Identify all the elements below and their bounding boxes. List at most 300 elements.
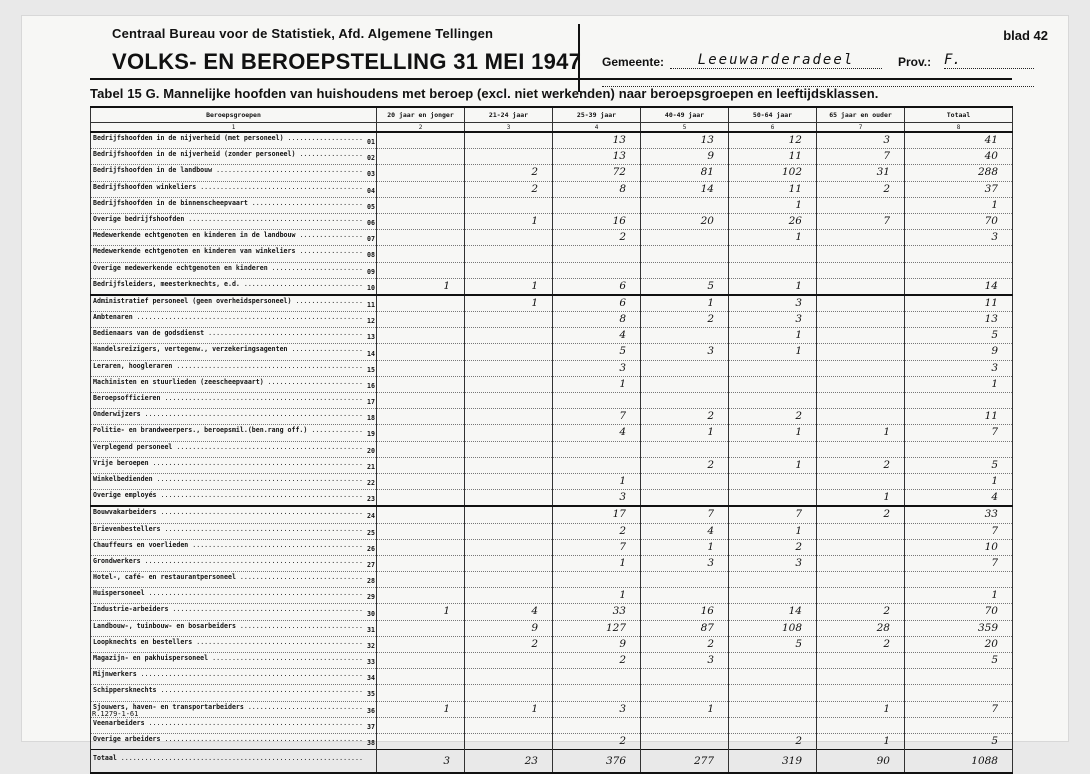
value-cell: 6 — [553, 295, 641, 312]
value-cell: 2 — [553, 523, 641, 539]
value-cell: 9 — [641, 149, 729, 165]
value-cell — [553, 669, 641, 685]
value-cell: 127 — [553, 620, 641, 636]
value-cell — [729, 653, 817, 669]
total-label-cell — [91, 750, 377, 774]
table-row — [91, 278, 1013, 295]
row-label-cell — [91, 213, 377, 229]
table-row — [91, 669, 1013, 685]
value-cell — [377, 473, 465, 489]
value-cell — [465, 409, 553, 425]
value-cell: 7 — [729, 506, 817, 523]
value-cell — [465, 506, 553, 523]
row-label-cell — [91, 181, 377, 197]
value-cell: 9 — [465, 620, 553, 636]
value-cell: 1 — [641, 539, 729, 555]
table-title: Tabel 15 G. Mannelijke hoofden van huishoudens met beroep (excl. niet werkenden) naar beroepsgroepen en leeftijdsklassen. — [90, 86, 879, 101]
value-cell: 288 — [905, 165, 1013, 181]
row-label-cell — [91, 149, 377, 165]
data-table — [90, 106, 1013, 774]
row-label: Beroepsofficieren ..... — [93, 393, 363, 404]
value-cell: 108 — [729, 620, 817, 636]
value-cell: 3 — [641, 555, 729, 571]
value-cell: 1 — [465, 295, 553, 312]
total-value-cell: 376 — [553, 750, 641, 774]
row-label: Chauffeurs en voerlieden ..... — [93, 540, 363, 551]
row-label-cell — [91, 441, 377, 457]
value-cell: 1 — [553, 376, 641, 392]
row-number: 29 — [367, 593, 375, 602]
value-cell: 7 — [905, 425, 1013, 441]
value-cell — [641, 246, 729, 262]
value-cell — [465, 360, 553, 376]
value-cell — [641, 588, 729, 604]
value-cell — [729, 441, 817, 457]
value-cell: 1 — [729, 344, 817, 360]
value-cell — [641, 441, 729, 457]
row-number: 24 — [367, 512, 375, 521]
value-cell: 8 — [553, 312, 641, 328]
value-cell — [553, 685, 641, 701]
total-row — [91, 750, 1013, 774]
row-label-cell — [91, 588, 377, 604]
value-cell — [729, 717, 817, 733]
total-label: Totaal ..... — [93, 750, 363, 766]
value-cell: 7 — [817, 213, 905, 229]
table-row — [91, 132, 1013, 149]
table-row — [91, 733, 1013, 749]
value-cell: 33 — [905, 506, 1013, 523]
value-cell: 2 — [817, 457, 905, 473]
column-header: Beroepsgroepen — [91, 107, 377, 123]
value-cell — [729, 588, 817, 604]
value-cell — [465, 733, 553, 749]
row-label-cell — [91, 393, 377, 409]
value-cell: 2 — [641, 457, 729, 473]
table-row — [91, 360, 1013, 376]
value-cell — [377, 213, 465, 229]
value-cell: 2 — [641, 312, 729, 328]
value-cell: 1 — [641, 295, 729, 312]
value-cell — [553, 717, 641, 733]
total-value-cell: 1088 — [905, 750, 1013, 774]
table-row — [91, 328, 1013, 344]
table-row — [91, 506, 1013, 523]
value-cell: 11 — [905, 409, 1013, 425]
value-cell — [465, 328, 553, 344]
row-number: 05 — [367, 202, 375, 211]
value-cell — [817, 473, 905, 489]
value-cell — [377, 490, 465, 507]
value-cell: 13 — [905, 312, 1013, 328]
value-cell: 2 — [729, 409, 817, 425]
row-label: Handelsreizigers, vertegenw., verzekeringsagenten ..... — [93, 344, 363, 355]
value-cell: 81 — [641, 165, 729, 181]
value-cell: 1 — [905, 473, 1013, 489]
value-cell — [729, 701, 817, 717]
row-label: Vrije beroepen ..... — [93, 458, 363, 469]
row-label: Onderwijzers ..... — [93, 409, 363, 420]
row-label: Medewerkende echtgenoten en kinderen in de landbouw ..... — [93, 230, 363, 241]
row-label: Verplegend personeel ..... — [93, 442, 363, 453]
table-row — [91, 555, 1013, 571]
value-cell: 1 — [377, 604, 465, 620]
value-cell: 2 — [729, 733, 817, 749]
row-number: 17 — [367, 398, 375, 407]
value-cell — [641, 376, 729, 392]
table-row — [91, 588, 1013, 604]
value-cell: 102 — [729, 165, 817, 181]
column-number: 8 — [905, 123, 1013, 133]
row-label: Winkelbedienden ..... — [93, 474, 363, 485]
value-cell — [817, 523, 905, 539]
value-cell — [465, 523, 553, 539]
value-cell — [377, 181, 465, 197]
table-row — [91, 457, 1013, 473]
value-cell — [377, 360, 465, 376]
row-label-cell — [91, 295, 377, 312]
value-cell: 1 — [817, 733, 905, 749]
table-row — [91, 262, 1013, 278]
value-cell — [729, 246, 817, 262]
row-label-cell — [91, 246, 377, 262]
value-cell — [905, 246, 1013, 262]
row-number: 34 — [367, 674, 375, 683]
row-label: Schippersknechts ..... — [93, 685, 363, 696]
value-cell — [465, 132, 553, 149]
value-cell — [377, 733, 465, 749]
value-cell: 87 — [641, 620, 729, 636]
value-cell: 33 — [553, 604, 641, 620]
value-cell: 13 — [553, 132, 641, 149]
value-cell — [553, 393, 641, 409]
value-cell — [729, 685, 817, 701]
value-cell: 2 — [817, 636, 905, 652]
column-header: 65 jaar en ouder — [817, 107, 905, 123]
column-header: 25-39 jaar — [553, 107, 641, 123]
value-cell: 5 — [641, 278, 729, 295]
value-cell: 13 — [553, 149, 641, 165]
value-cell — [465, 473, 553, 489]
value-cell: 14 — [905, 278, 1013, 295]
value-cell — [377, 165, 465, 181]
value-cell — [377, 149, 465, 165]
value-cell: 1 — [641, 425, 729, 441]
value-cell — [729, 376, 817, 392]
value-cell — [641, 262, 729, 278]
value-cell — [817, 669, 905, 685]
value-cell: 3 — [729, 295, 817, 312]
row-label-cell — [91, 262, 377, 278]
form-code: R.1279-1-61 — [92, 710, 139, 718]
value-cell — [377, 132, 465, 149]
row-number: 35 — [367, 690, 375, 699]
column-header: 40-49 jaar — [641, 107, 729, 123]
sheet-number: blad 42 — [1003, 28, 1048, 43]
value-cell — [729, 360, 817, 376]
row-label: Overige arbeiders ..... — [93, 734, 363, 745]
value-cell — [729, 669, 817, 685]
row-number: 12 — [367, 317, 375, 326]
value-cell: 20 — [641, 213, 729, 229]
table-row — [91, 620, 1013, 636]
value-cell: 8 — [553, 181, 641, 197]
value-cell — [817, 230, 905, 246]
value-cell — [465, 588, 553, 604]
row-label-cell — [91, 360, 377, 376]
value-cell: 6 — [553, 278, 641, 295]
value-cell: 2 — [729, 539, 817, 555]
value-cell: 1 — [465, 213, 553, 229]
row-label: Administratief personeel (geen overheidspersoneel) ..... — [93, 296, 363, 307]
value-cell — [377, 441, 465, 457]
table-row — [91, 473, 1013, 489]
value-cell: 5 — [553, 344, 641, 360]
value-cell — [465, 717, 553, 733]
value-cell — [729, 393, 817, 409]
value-cell — [905, 441, 1013, 457]
value-cell — [553, 262, 641, 278]
table-row — [91, 181, 1013, 197]
row-label-cell — [91, 733, 377, 749]
value-cell: 70 — [905, 604, 1013, 620]
row-number: 27 — [367, 560, 375, 569]
value-cell — [817, 295, 905, 312]
table-row — [91, 409, 1013, 425]
row-label-cell — [91, 604, 377, 620]
value-cell: 4 — [641, 523, 729, 539]
value-cell — [377, 425, 465, 441]
municipality-row — [602, 52, 1034, 72]
value-cell: 7 — [553, 409, 641, 425]
value-cell — [377, 312, 465, 328]
row-label-cell — [91, 669, 377, 685]
value-cell: 1 — [905, 197, 1013, 213]
value-cell: 1 — [729, 328, 817, 344]
value-cell — [465, 653, 553, 669]
value-cell — [553, 441, 641, 457]
row-label-cell — [91, 555, 377, 571]
value-cell — [377, 539, 465, 555]
row-label-cell — [91, 425, 377, 441]
value-cell: 1 — [377, 701, 465, 717]
value-cell: 41 — [905, 132, 1013, 149]
value-cell — [817, 717, 905, 733]
value-cell: 3 — [729, 312, 817, 328]
value-cell — [377, 717, 465, 733]
row-label-cell — [91, 473, 377, 489]
value-cell — [465, 262, 553, 278]
value-cell — [817, 278, 905, 295]
row-number: 25 — [367, 528, 375, 537]
value-cell: 4 — [465, 604, 553, 620]
value-cell — [817, 653, 905, 669]
table-row — [91, 230, 1013, 246]
column-number-row — [91, 123, 1013, 133]
row-number: 13 — [367, 333, 375, 342]
value-cell — [377, 328, 465, 344]
value-cell: 1 — [553, 588, 641, 604]
row-label-cell — [91, 717, 377, 733]
row-number: 02 — [367, 154, 375, 163]
value-cell: 2 — [817, 604, 905, 620]
value-cell — [553, 572, 641, 588]
value-cell — [729, 572, 817, 588]
value-cell: 16 — [553, 213, 641, 229]
gemeente-value: Leeuwarderadeel — [670, 52, 882, 69]
value-cell: 10 — [905, 539, 1013, 555]
row-label-cell — [91, 506, 377, 523]
row-label: Overige bedrijfshoofden ..... — [93, 214, 363, 225]
row-label: Landbouw-, tuinbouw- en bosarbeiders ..... — [93, 621, 363, 632]
header-divider — [578, 24, 580, 92]
value-cell: 17 — [553, 506, 641, 523]
value-cell — [465, 149, 553, 165]
value-cell — [377, 295, 465, 312]
value-cell — [817, 376, 905, 392]
value-cell — [817, 197, 905, 213]
value-cell: 40 — [905, 149, 1013, 165]
row-label: Brievenbestellers ..... — [93, 524, 363, 535]
value-cell — [817, 539, 905, 555]
table-row — [91, 572, 1013, 588]
value-cell: 1 — [465, 701, 553, 717]
row-label: Veenarbeiders ..... — [93, 718, 363, 729]
row-label-cell — [91, 490, 377, 507]
row-number: 22 — [367, 479, 375, 488]
row-label-cell — [91, 165, 377, 181]
row-number: 32 — [367, 641, 375, 650]
value-cell: 359 — [905, 620, 1013, 636]
value-cell — [465, 539, 553, 555]
value-cell — [377, 685, 465, 701]
value-cell: 3 — [641, 344, 729, 360]
value-cell — [465, 441, 553, 457]
value-cell: 1 — [905, 376, 1013, 392]
value-cell — [377, 572, 465, 588]
value-cell — [641, 717, 729, 733]
row-label-cell — [91, 539, 377, 555]
row-label: Industrie-arbeiders ..... — [93, 604, 363, 615]
value-cell: 1 — [729, 523, 817, 539]
row-label-cell — [91, 344, 377, 360]
value-cell: 31 — [817, 165, 905, 181]
table-row — [91, 246, 1013, 262]
value-cell — [465, 230, 553, 246]
bureau-name: Centraal Bureau voor de Statistiek, Afd. Algemene Tellingen — [112, 26, 494, 41]
value-cell: 5 — [905, 653, 1013, 669]
value-cell: 70 — [905, 213, 1013, 229]
value-cell: 1 — [817, 701, 905, 717]
value-cell: 1 — [377, 278, 465, 295]
row-number: 30 — [367, 609, 375, 618]
table-row — [91, 604, 1013, 620]
value-cell — [377, 246, 465, 262]
row-number: 28 — [367, 577, 375, 586]
value-cell — [641, 473, 729, 489]
header-rule — [90, 78, 1012, 80]
row-label-cell — [91, 312, 377, 328]
value-cell: 1 — [729, 278, 817, 295]
row-label-cell — [91, 653, 377, 669]
value-cell — [465, 669, 553, 685]
value-cell: 2 — [553, 230, 641, 246]
table-row — [91, 701, 1013, 717]
column-header: 20 jaar en jonger — [377, 107, 465, 123]
value-cell — [641, 197, 729, 213]
row-number: 09 — [367, 267, 375, 276]
value-cell — [465, 344, 553, 360]
value-cell: 2 — [641, 409, 729, 425]
total-value-cell: 319 — [729, 750, 817, 774]
value-cell: 1 — [729, 197, 817, 213]
table-row — [91, 425, 1013, 441]
value-cell — [377, 457, 465, 473]
gemeente-label: Gemeente: — [602, 55, 665, 69]
value-cell: 5 — [905, 328, 1013, 344]
row-label: Huispersoneel ..... — [93, 588, 363, 599]
value-cell — [465, 197, 553, 213]
value-cell — [465, 490, 553, 507]
row-number: 08 — [367, 251, 375, 260]
row-label-cell — [91, 132, 377, 149]
row-label-cell — [91, 636, 377, 652]
value-cell — [377, 523, 465, 539]
value-cell: 7 — [817, 149, 905, 165]
value-cell: 3 — [905, 360, 1013, 376]
row-number: 37 — [367, 722, 375, 731]
value-cell: 9 — [553, 636, 641, 652]
value-cell: 11 — [729, 149, 817, 165]
value-cell: 3 — [905, 230, 1013, 246]
value-cell: 28 — [817, 620, 905, 636]
table-row — [91, 197, 1013, 213]
value-cell — [817, 441, 905, 457]
row-label: Bedienaars van de godsdienst ..... — [93, 328, 363, 339]
value-cell — [377, 555, 465, 571]
value-cell — [553, 246, 641, 262]
value-cell: 2 — [465, 181, 553, 197]
row-number: 26 — [367, 544, 375, 553]
row-number: 19 — [367, 430, 375, 439]
row-label: Medewerkende echtgenoten en kinderen van winkeliers ..... — [93, 246, 363, 257]
value-cell — [377, 588, 465, 604]
value-cell — [377, 230, 465, 246]
row-number: 33 — [367, 658, 375, 667]
value-cell: 1 — [553, 555, 641, 571]
value-cell: 7 — [553, 539, 641, 555]
row-label: Bedrijfshoofden in de landbouw ..... — [93, 165, 363, 176]
value-cell — [465, 376, 553, 392]
value-cell: 14 — [641, 181, 729, 197]
table-row — [91, 523, 1013, 539]
column-header: 21-24 jaar — [465, 107, 553, 123]
value-cell: 4 — [553, 328, 641, 344]
value-cell: 5 — [905, 457, 1013, 473]
row-label-cell — [91, 409, 377, 425]
value-cell — [641, 669, 729, 685]
table-row — [91, 312, 1013, 328]
value-cell — [817, 685, 905, 701]
column-header: 50-64 jaar — [729, 107, 817, 123]
row-label: Grondwerkers ..... — [93, 556, 363, 567]
table-row — [91, 490, 1013, 507]
value-cell — [641, 328, 729, 344]
value-cell — [729, 262, 817, 278]
value-cell — [465, 457, 553, 473]
table-row — [91, 295, 1013, 312]
value-cell — [817, 312, 905, 328]
